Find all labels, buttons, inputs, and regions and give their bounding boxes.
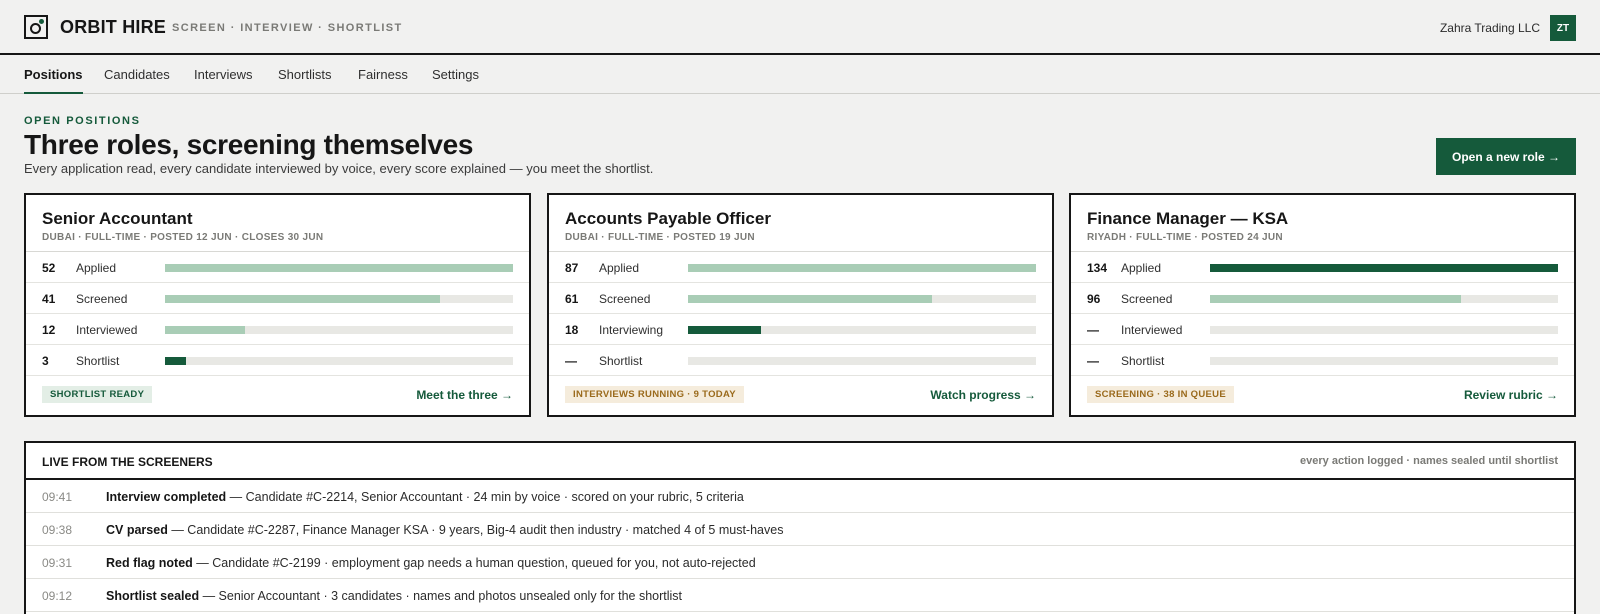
funnel-label: Interviewed	[76, 323, 138, 337]
status-badge: INTERVIEWS RUNNING · 9 TODAY	[565, 386, 744, 403]
open-new-role-button[interactable]: Open a new role →	[1436, 138, 1576, 175]
funnel-bar	[165, 295, 513, 303]
role-card-footer	[1071, 376, 1574, 416]
feed-item[interactable]	[26, 546, 1574, 579]
funnel-row-screened	[26, 283, 529, 314]
role-card-footer	[549, 376, 1052, 416]
role-card-header	[1071, 195, 1574, 252]
avatar[interactable]: ZT	[1550, 15, 1576, 41]
funnel-label: Screened	[599, 292, 651, 306]
feed-text	[106, 556, 756, 570]
funnel-bar	[1210, 326, 1558, 334]
funnel-row-shortlist	[26, 345, 529, 376]
role-card-senior-accountant[interactable]	[24, 193, 531, 417]
funnel-bar	[165, 326, 513, 334]
funnel-label: Applied	[1121, 261, 1162, 275]
tab-candidates[interactable]: Candidates	[104, 67, 170, 82]
feed-event: Interview completed	[106, 490, 227, 504]
live-feed-title: LIVE FROM THE SCREENERS	[42, 455, 213, 469]
funnel-count: —	[1087, 323, 1099, 337]
page-title: Three roles, screening themselves	[24, 129, 474, 160]
funnel-bar-fill	[165, 264, 513, 272]
funnel-count: 52	[42, 261, 56, 275]
funnel-bar-fill	[1210, 264, 1558, 272]
role-meta: DUBAI · FULL-TIME · POSTED 19 JUN	[565, 232, 755, 243]
funnel-row-shortlist	[1071, 345, 1574, 376]
feed-item[interactable]	[26, 513, 1574, 546]
feed-time: 09:12	[42, 589, 73, 603]
tab-shortlists[interactable]: Shortlists	[278, 67, 332, 82]
role-card-header	[26, 195, 529, 252]
funnel-count: 3	[42, 354, 49, 368]
feed-event: CV parsed	[106, 523, 168, 537]
funnel-label: Shortlist	[599, 354, 643, 368]
funnel-bar-fill	[1210, 295, 1461, 303]
funnel-count: 87	[565, 261, 579, 275]
funnel-row-interviewing	[549, 314, 1052, 345]
funnel-row-screened	[1071, 283, 1574, 314]
funnel-bar-fill	[165, 295, 440, 303]
funnel-bar-fill	[688, 295, 932, 303]
role-card-footer	[26, 376, 529, 416]
funnel-label: Applied	[599, 261, 640, 275]
funnel-bar	[688, 326, 1036, 334]
funnel-bar	[165, 264, 513, 272]
feed-detail: — Senior Accountant · 3 candidates · names and photos unsealed only for the shortlist	[199, 589, 683, 603]
feed-detail: — Candidate #C-2199 · employment gap needs a human question, queued for you, not auto-rejected	[192, 556, 756, 570]
logo-icon[interactable]	[24, 15, 48, 39]
live-feed-header	[26, 443, 1574, 480]
breadcrumb: SCREEN · INTERVIEW · SHORTLIST	[172, 22, 403, 34]
funnel-bar	[688, 357, 1036, 365]
funnel-bar-fill	[165, 357, 186, 365]
funnel-row-interviewed	[26, 314, 529, 345]
role-title[interactable]: Senior Accountant	[42, 209, 193, 228]
meet-the-three-link[interactable]: Meet the three →	[416, 388, 513, 402]
feed-text	[106, 490, 744, 504]
funnel-count: 134	[1087, 261, 1108, 275]
tab-interviews[interactable]: Interviews	[194, 67, 253, 82]
funnel-label: Interviewing	[599, 323, 664, 337]
feed-detail: — Candidate #C-2287, Finance Manager KSA · 9 years, Big-4 audit then industry · matched 4 of 5 must-haves	[167, 523, 784, 537]
main-tabs	[0, 55, 1600, 94]
funnel-count: 12	[42, 323, 56, 337]
funnel-label: Applied	[76, 261, 117, 275]
funnel-label: Shortlist	[1121, 354, 1165, 368]
funnel-row-screened	[549, 283, 1052, 314]
funnel-count: 61	[565, 292, 579, 306]
funnel-row-interviewed	[1071, 314, 1574, 345]
status-badge: SHORTLIST READY	[42, 386, 152, 403]
role-card-finance-manager[interactable]	[1069, 193, 1576, 417]
funnel-count: 96	[1087, 292, 1101, 306]
feed-event: Shortlist sealed	[106, 589, 200, 603]
role-card-accounts-payable[interactable]	[547, 193, 1054, 417]
funnel-bar	[1210, 264, 1558, 272]
funnel-count: 41	[42, 292, 56, 306]
org-name[interactable]: Zahra Trading LLC	[1439, 21, 1540, 35]
role-meta: DUBAI · FULL-TIME · POSTED 12 JUN · CLOSES 30 JUN	[42, 232, 324, 243]
funnel-count: —	[565, 354, 577, 368]
feed-detail: — Candidate #C-2214, Senior Accountant · 24 min by voice · scored on your rubric, 5 criteria	[226, 490, 744, 504]
feed-item[interactable]	[26, 579, 1574, 612]
logo-ring	[30, 23, 41, 34]
review-rubric-link[interactable]: Review rubric →	[1463, 388, 1558, 402]
page-subtitle: Every application read, every candidate interviewed by voice, every score explained — you meet the shortlist.	[24, 161, 654, 176]
live-feed-note: every action logged · names sealed until shortlist	[1300, 455, 1558, 467]
logo-dot	[39, 19, 44, 24]
funnel-label: Interviewed	[1121, 323, 1183, 337]
section-eyebrow: OPEN POSITIONS	[24, 115, 141, 127]
tab-positions[interactable]: Positions	[24, 67, 83, 94]
funnel-bar	[1210, 295, 1558, 303]
funnel-label: Shortlist	[76, 354, 120, 368]
feed-time: 09:41	[42, 490, 73, 504]
brand-name[interactable]: ORBIT HIRE	[60, 17, 167, 37]
role-title[interactable]: Finance Manager — KSA	[1087, 209, 1289, 228]
funnel-count: 18	[565, 323, 579, 337]
funnel-label: Screened	[1121, 292, 1173, 306]
role-card-header	[549, 195, 1052, 252]
funnel-bar	[165, 357, 513, 365]
funnel-count: —	[1087, 354, 1099, 368]
tab-fairness[interactable]: Fairness	[358, 67, 408, 82]
funnel-bar-fill	[688, 264, 1036, 272]
funnel-label: Screened	[76, 292, 128, 306]
top-bar	[0, 0, 1600, 55]
funnel-bar	[688, 264, 1036, 272]
feed-time: 09:31	[42, 556, 73, 570]
live-feed	[24, 441, 1576, 614]
funnel-row-applied	[1071, 252, 1574, 283]
funnel-row-applied	[549, 252, 1052, 283]
funnel-bar-fill	[688, 326, 761, 334]
status-badge: SCREENING · 38 IN QUEUE	[1087, 386, 1234, 403]
feed-text	[106, 589, 682, 603]
watch-progress-link[interactable]: Watch progress →	[930, 388, 1036, 402]
funnel-bar-fill	[165, 326, 245, 334]
role-title[interactable]: Accounts Payable Officer	[565, 209, 771, 228]
feed-event: Red flag noted	[106, 556, 193, 570]
funnel-bar	[1210, 357, 1558, 365]
feed-text	[106, 523, 783, 537]
feed-time: 09:38	[42, 523, 73, 537]
funnel-row-shortlist	[549, 345, 1052, 376]
feed-item[interactable]	[26, 480, 1574, 513]
funnel-bar	[688, 295, 1036, 303]
tab-settings[interactable]: Settings	[432, 67, 479, 82]
role-meta: RIYADH · FULL-TIME · POSTED 24 JUN	[1087, 232, 1283, 243]
funnel-row-applied	[26, 252, 529, 283]
